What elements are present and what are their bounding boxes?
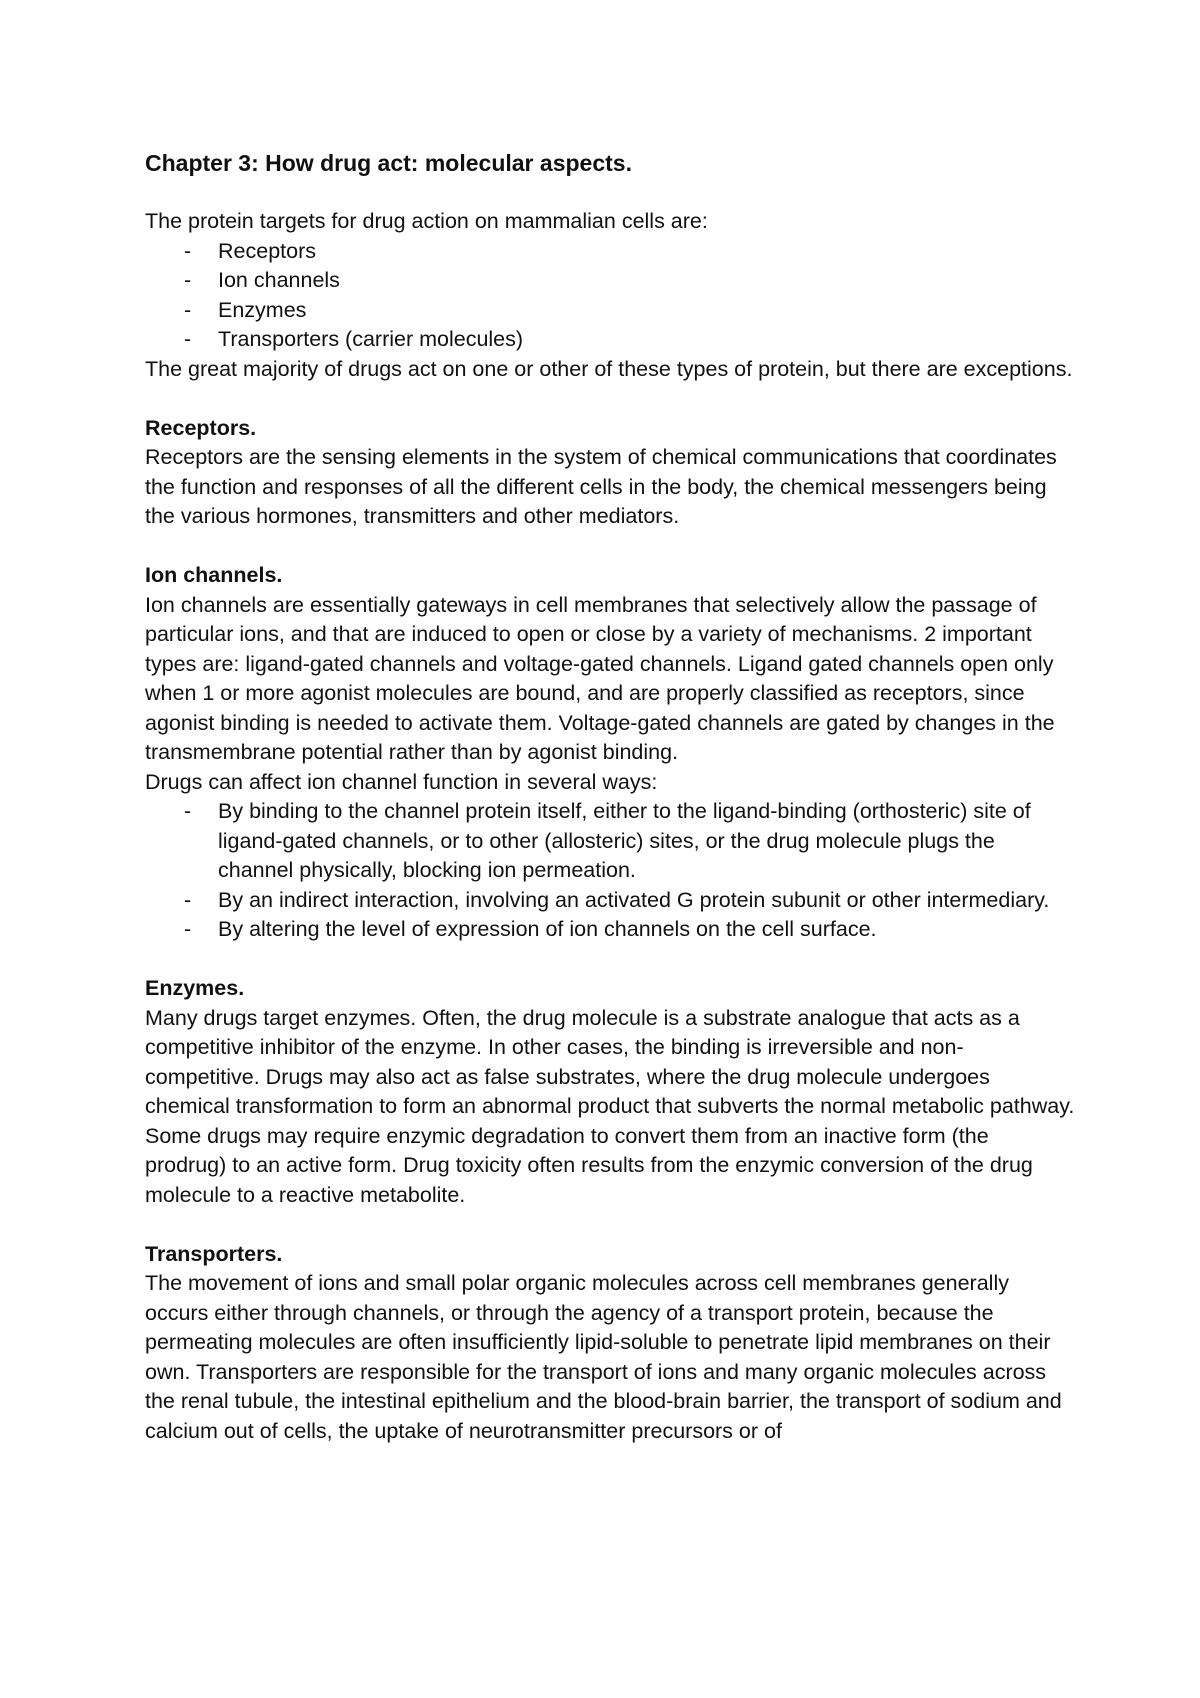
ion-channels-heading: Ion channels.: [145, 563, 283, 587]
ion-channels-paragraph: Ion channels are essentially gateways in cell membranes that selectively allow the passage of particular ions, and that are induced to open or close by a variety of mechanisms. 2 important types are: ligand-gated channels and voltage-gated channels. Ligand gated channels open only when 1 or more agonist molecules are bound, and are properly classified as receptors, since agonist binding is needed to activate them. Voltage-gated channels are gated by changes in the transmembrane potential rather than by agonist binding.: [145, 592, 1055, 764]
list-item: - By an indirect interaction, involving an activated G protein subunit or other intermediary.: [145, 886, 1075, 916]
list-item: - Ion channels: [145, 266, 1075, 296]
list-item: - Receptors: [145, 237, 1075, 267]
spacer: [145, 1210, 1075, 1240]
ion-channels-ways-lead: Drugs can affect ion channel function in several ways:: [145, 769, 658, 794]
transporters-paragraph: The movement of ions and small polar organic molecules across cell membranes generally occurs either through channels, or through the agency of a transport protein, because the permeating molecules are often insufficiently lipid-soluble to penetrate lipid membranes on their own. Transporters are responsible for the transport of ions and many organic molecules across the renal tubule, the intestinal epithelium and the blood-brain barrier, the transport of sodium and calcium out of cells, the uptake of neurotransmitter precursors or of: [145, 1271, 1062, 1443]
spacer: [145, 945, 1075, 975]
intro-lead: The protein targets for drug action on mammalian cells are:: [145, 209, 708, 233]
list-item: - Transporters (carrier molecules): [145, 325, 1075, 355]
transporters-heading: Transporters.: [145, 1241, 283, 1266]
spacer: [145, 384, 1075, 414]
list-item: - By altering the level of expression of ion channels on the cell surface.: [145, 915, 1075, 945]
enzymes-paragraph: Many drugs target enzymes. Often, the drug molecule is a substrate analogue that acts as a competitive inhibitor of the enzyme. In other cases, the binding is irreversible and non-competitive. Drugs may also act as false substrates, where the drug molecule undergoes chemical transformation to form an abnormal product that subverts the normal metabolic pathway. Some drugs may require enzymic degradation to convert them from an inactive form (the prodrug) to an active form. Drug toxicity often results from the enzymic conversion of the drug molecule to a reactive metabolite.: [145, 1005, 1075, 1207]
receptors-heading: Receptors.: [145, 415, 257, 440]
list-item: - By binding to the channel protein itself, either to the ligand-binding (orthosteric) site of ligand-gated channels, or to other (allosteric) sites, or the drug molecule plugs the channel physically, blocking ion permeation.: [145, 797, 1075, 886]
receptors-paragraph: Receptors are the sensing elements in the system of chemical communications that coordinates the function and responses of all the different cells in the body, the chemical messengers being the various hormones, transmitters and other mediators.: [145, 445, 1057, 528]
protein-targets-list: [145, 237, 1075, 355]
ion-channel-effects-list: [145, 797, 1075, 945]
enzymes-heading: Enzymes.: [145, 976, 245, 1000]
spacer: [145, 532, 1075, 562]
document-body: [145, 148, 1075, 1446]
list-item: - Enzymes: [145, 296, 1075, 326]
intro-closing: The great majority of drugs act on one or other of these types of protein, but there are exceptions.: [145, 356, 1073, 381]
chapter-title: Chapter 3: How drug act: molecular aspects.: [145, 150, 632, 176]
